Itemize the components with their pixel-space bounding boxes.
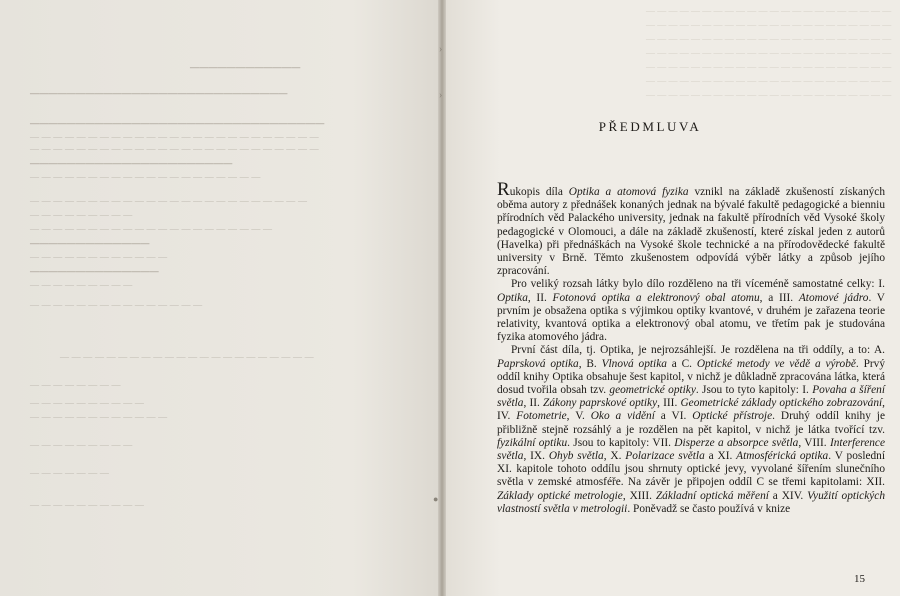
show-through-text: —————————————— <box>30 266 159 276</box>
text-segment: , VIII. <box>798 436 830 449</box>
text-segment: , II. <box>523 397 544 410</box>
paragraph <box>497 179 885 278</box>
italic-text-segment: Ohyb světla <box>548 450 604 463</box>
italic-text-segment: Disperze a absorpce světla <box>674 436 799 449</box>
show-through-text: — — — — — — — — — <box>30 440 133 450</box>
show-through-text: — — — — — — — — <box>30 380 121 390</box>
italic-text-segment: geometrické optiky <box>609 384 696 397</box>
show-through-text: ———————————————————————————————— <box>30 118 325 128</box>
show-through-text: — — — — — — — — — — — — — — — — — — — — — <box>30 224 273 234</box>
show-through-text: — — — — — — — — — — — — <box>30 252 168 262</box>
italic-text-segment: Povaha a šíření světla <box>497 384 885 410</box>
show-through-text: — — — — — — — <box>30 468 110 478</box>
italic-text-segment: Oko a vidění <box>590 410 655 423</box>
italic-text-segment: Optické metody ve vědě a výrobě <box>696 357 856 370</box>
text-segment: , XIII. <box>622 489 656 502</box>
show-through-text: — — — — — — — — — — <box>30 500 145 510</box>
show-through-text: ———————————— <box>190 62 301 72</box>
drop-cap: R <box>497 179 510 200</box>
italic-text-segment: Interference světla <box>497 436 885 463</box>
italic-text-segment: Paprsková optika <box>497 357 579 370</box>
text-segment: , IV. <box>497 397 885 423</box>
text-segment: , V. <box>566 410 591 423</box>
text-segment: . Jsou to kapitoly: VII. <box>567 436 675 449</box>
text-segment: . V prvním je obsažena optika s výjimkou optiky kvantové, v druhém je zařazena teorie relativity, kvantová optika a elektronový obal atomu, ve třetím pak je studována fyzika atomového jádra. <box>497 291 885 344</box>
show-through-text: — — — — — — — — — — — — — — — <box>30 300 203 310</box>
page-title: PŘEDMLUVA <box>598 119 702 134</box>
show-through-text: — — — — — — — — — — — — — — — — — — — — — — <box>646 20 892 30</box>
page-edge-mark: ● <box>433 494 439 504</box>
left-page <box>0 0 441 596</box>
text-segment: , III. <box>657 397 681 410</box>
show-through-text: — — — — — — — — — <box>30 280 133 290</box>
text-segment: a VI. <box>654 410 693 423</box>
text-segment: . V poslední XI. kapitole tohoto oddílu jsou shrnuty optické jevy, vyvolané šířením slunečního světla v zemské atmosféře. Na závěr je připojen oddíl C se třemi kapitolami: XII. <box>497 450 885 489</box>
show-through-text: — — — — — — — — — — — — — — — — — — — — — — — — <box>30 196 308 206</box>
text-segment: , II. <box>527 291 553 304</box>
text-segment: . Poněvadž se často používá v knize <box>627 502 791 515</box>
text-segment: a XI. <box>704 450 737 463</box>
text-segment: První část díla, tj. Optika, je nejrozsáhlejší. Je rozdělena na tři oddíly, a to: A. <box>511 344 885 357</box>
show-through-text: — — — — — — — — — — — — — — — — — — — — — — <box>646 90 892 100</box>
text-segment: , B. <box>578 357 602 370</box>
italic-text-segment: Vlnová optika <box>601 357 667 370</box>
text-segment: ukopis díla <box>509 186 569 198</box>
text-segment: Pro veliký rozsah látky bylo dílo rozděleno na tři víceméně samostatné celky: I. <box>511 278 885 291</box>
page-edge-mark: › <box>439 90 443 101</box>
show-through-text: — — — — — — — — — — — — — — — — — — — — — — <box>646 62 892 72</box>
show-through-text: — — — — — — — — — — — — — — — — — — — — — — <box>646 48 892 58</box>
italic-text-segment: Fotonová optika a elektronový obal atomu <box>552 291 760 304</box>
text-segment: , IX. <box>523 450 549 463</box>
italic-text-segment: Optické přístroje <box>692 410 773 423</box>
italic-text-segment: Základy optické metrologie <box>497 489 623 502</box>
italic-text-segment: Optika <box>497 291 528 304</box>
italic-text-segment: Fotometrie <box>516 410 567 423</box>
right-page <box>446 0 900 596</box>
italic-text-segment: Využití optických vlastností světla v metrologii <box>497 489 885 515</box>
show-through-text: —————————————————————— <box>30 158 233 168</box>
italic-text-segment: Polarizace světla <box>625 450 705 463</box>
italic-text-segment: Geometrické základy optického zobrazování <box>680 397 883 410</box>
show-through-text: — — — — — — — — — <box>30 210 133 220</box>
show-through-text: — — — — — — — — — — — — — — — — — — — — — — — — — <box>30 144 319 154</box>
page-edge-mark: › <box>439 44 443 55</box>
text-segment: a XIV. <box>768 489 808 502</box>
show-through-text: ————————————— <box>30 238 150 248</box>
paragraph <box>497 344 885 516</box>
text-segment: vznikl na základě zkušeností získaných oběma autory z přednášek konaných jednak na bývalé fakultě pedagogické a bienniu přírodních věd Palackého university, jednak na fakultě přírodních věd Vysoké školy pedagogické v Olomouci, a dále na základě zkušeností, které získal jeden z autorů (Havelka) při přednáškách na Vysoké škole technické a na přírodovědecké fakultě university v Brně. Těmto zkušenostem odpovídá výběr látky a způsob jejího zpracování. <box>497 186 885 278</box>
show-through-text: — — — — — — — — — — — — — — — — — — — — <box>30 172 261 182</box>
page-number: 15 <box>854 573 865 585</box>
show-through-text: — — — — — — — — — — <box>30 398 145 408</box>
show-through-text: — — — — — — — — — — — — <box>30 412 168 422</box>
show-through-text: ———————————————————————————— <box>30 88 288 98</box>
text-segment: a C. <box>666 357 697 370</box>
paragraph <box>497 278 885 344</box>
show-through-text: — — — — — — — — — — — — — — — — — — — — — — <box>60 352 314 362</box>
italic-text-segment: Atmosférická optika <box>736 450 829 463</box>
show-through-text: — — — — — — — — — — — — — — — — — — — — — — <box>646 34 892 44</box>
italic-text-segment: Atomové jádro <box>798 291 869 304</box>
italic-text-segment: Zákony paprskové optiky <box>543 397 658 410</box>
preface-text <box>497 179 885 516</box>
show-through-text: — — — — — — — — — — — — — — — — — — — — — — <box>646 6 892 16</box>
show-through-text: — — — — — — — — — — — — — — — — — — — — — — <box>646 76 892 86</box>
text-segment: . Jsou to tyto kapitoly: I. <box>695 384 813 397</box>
text-segment: . Druhý oddíl knihy je přibližně stejně rozsáhlý a je rozdělen na pět kapitol, v nichž je látka tvořící tzv. <box>497 410 885 436</box>
italic-text-segment: Základní optická měření <box>655 489 769 502</box>
italic-text-segment: fyzikální optiku <box>497 436 568 449</box>
italic-text-segment: Optika a atomová fyzika <box>568 186 689 198</box>
text-segment: , a III. <box>759 291 799 304</box>
show-through-text: — — — — — — — — — — — — — — — — — — — — — — — — — <box>30 132 319 142</box>
text-segment: . Prvý oddíl knihy Optika obsahuje šest kapitol, v nichž je důkladně zpracována látka, která dosud tvořila obsah tzv. <box>497 357 885 397</box>
text-segment: , X. <box>603 450 626 463</box>
